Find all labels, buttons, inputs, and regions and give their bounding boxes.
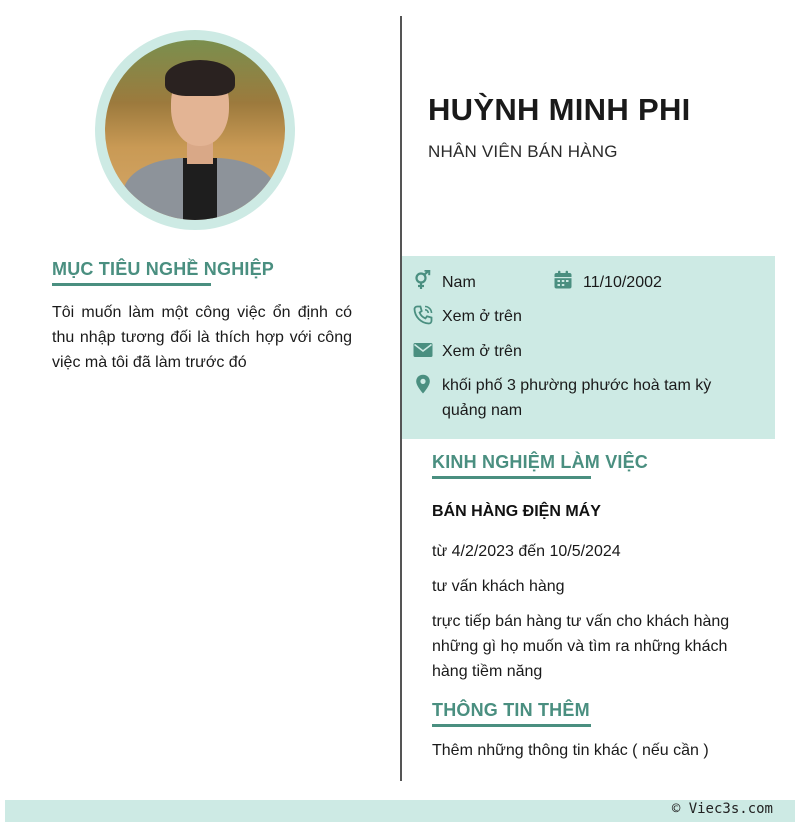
candidate-name: HUỲNH MINH PHI (428, 92, 691, 127)
experience-heading: KINH NGHIỆM LÀM VIỆC (432, 452, 649, 472)
objective-underline (52, 283, 211, 286)
extra-underline (432, 724, 591, 727)
job-title: NHÂN VIÊN BÁN HÀNG (428, 142, 618, 161)
footer-bar (5, 800, 795, 822)
extra-text: Thêm những thông tin khác ( nếu cần ) (432, 742, 709, 759)
objective-heading: MỤC TIÊU NGHỀ NGHIỆP (52, 259, 275, 279)
address-value: khối phố 3 phường phước hoà tam kỳ quảng nam (442, 377, 712, 419)
location-icon (413, 374, 433, 394)
email-value: Xem ở trên (442, 343, 522, 360)
extra-heading: THÔNG TIN THÊM (432, 700, 590, 720)
email-icon (413, 340, 433, 360)
calendar-icon (553, 270, 573, 290)
gender-value: Nam (442, 274, 476, 291)
gender-icon (413, 270, 433, 290)
experience-position: tư vấn khách hàng (432, 578, 565, 595)
phone-value: Xem ở trên (442, 308, 522, 325)
contact-panel (402, 256, 775, 439)
footer-copyright[interactable]: © Viec3s.com (671, 801, 773, 817)
experience-company: BÁN HÀNG ĐIỆN MÁY (432, 503, 601, 520)
objective-text: Tôi muốn làm một công việc ổn định có thu nhập tương đối là thích hợp với công việc mà tôi đã làm trước đó (52, 304, 352, 371)
experience-underline (432, 476, 591, 479)
experience-period: từ 4/2/2023 đến 10/5/2024 (432, 543, 621, 560)
phone-icon (413, 305, 433, 325)
profile-photo (105, 40, 285, 220)
avatar (95, 30, 295, 230)
birthdate-value: 11/10/2002 (583, 274, 662, 291)
experience-description: trực tiếp bán hàng tư vấn cho khách hàng những gì họ muốn và tìm ra những khách hàng tiềm năng (432, 613, 730, 680)
